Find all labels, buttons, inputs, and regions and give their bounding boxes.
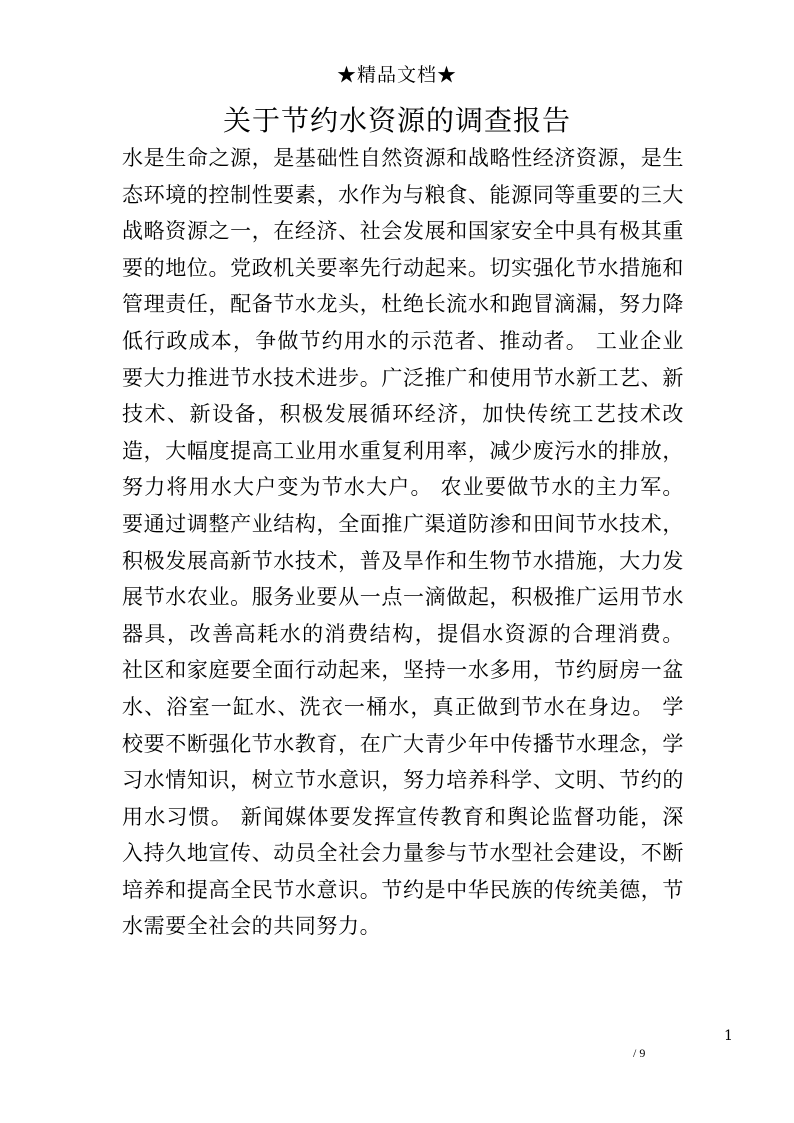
document-title: 关于节约水资源的调查报告 [222,104,571,137]
page-total: / 9 [633,1046,646,1060]
header-mark: ★精品文档★ [336,64,457,86]
page-number: 1 [724,1028,733,1044]
body-paragraph: 水是生命之源，是基础性自然资源和战略性经济资源，是生态环境的控制性要素，水作为与粮食、能源同等重要的三大战略资源之一，在经济、社会发展和国家安全中具有极其重要的地位。党政机关要率先行动起来。切实强化节水措施和管理责任，配备节水龙头，杜绝长流水和跑冒滴漏，努力降低行政成本，争做节约用水的示范者、推动者。 工业企业要大力推进节水技术进步。广泛推广和使用节水新工艺、新技术、新设备，积极发展循环经济，加快传统工艺技术改造，大幅度提高工业用水重复利用率，减少废污水的排放，努力将用水大户变为节水大户。 农业要做节水的主力军。要通过调整产业结构，全面推广渠道防渗和田间节水技术，积极发展高新节水技术，普及旱作和生物节水措施，大力发展节水农业。服务业要从一点一滴做起，积极推广运用节水器具，改善高耗水的消费结构，提倡水资源的合理消费。 社区和家庭要全面行动起来，坚持一水多用，节约厨房一盆水、浴室一缸水、洗衣一桶水，真正做到节水在身边。 学校要不断强化节水教育，在广大青少年中传播节水理念，学习水情知识，树立节水意识，努力培养科学、文明、节约的用水习惯。 新闻媒体要发挥宣传教育和舆论监督功能，深入持久地宣传、动员全社会力量参与节水型社会建设，不断培养和提高全民节水意识。节约是中华民族的传统美德，节水需要全社会的共同努力。 [122,146,684,939]
